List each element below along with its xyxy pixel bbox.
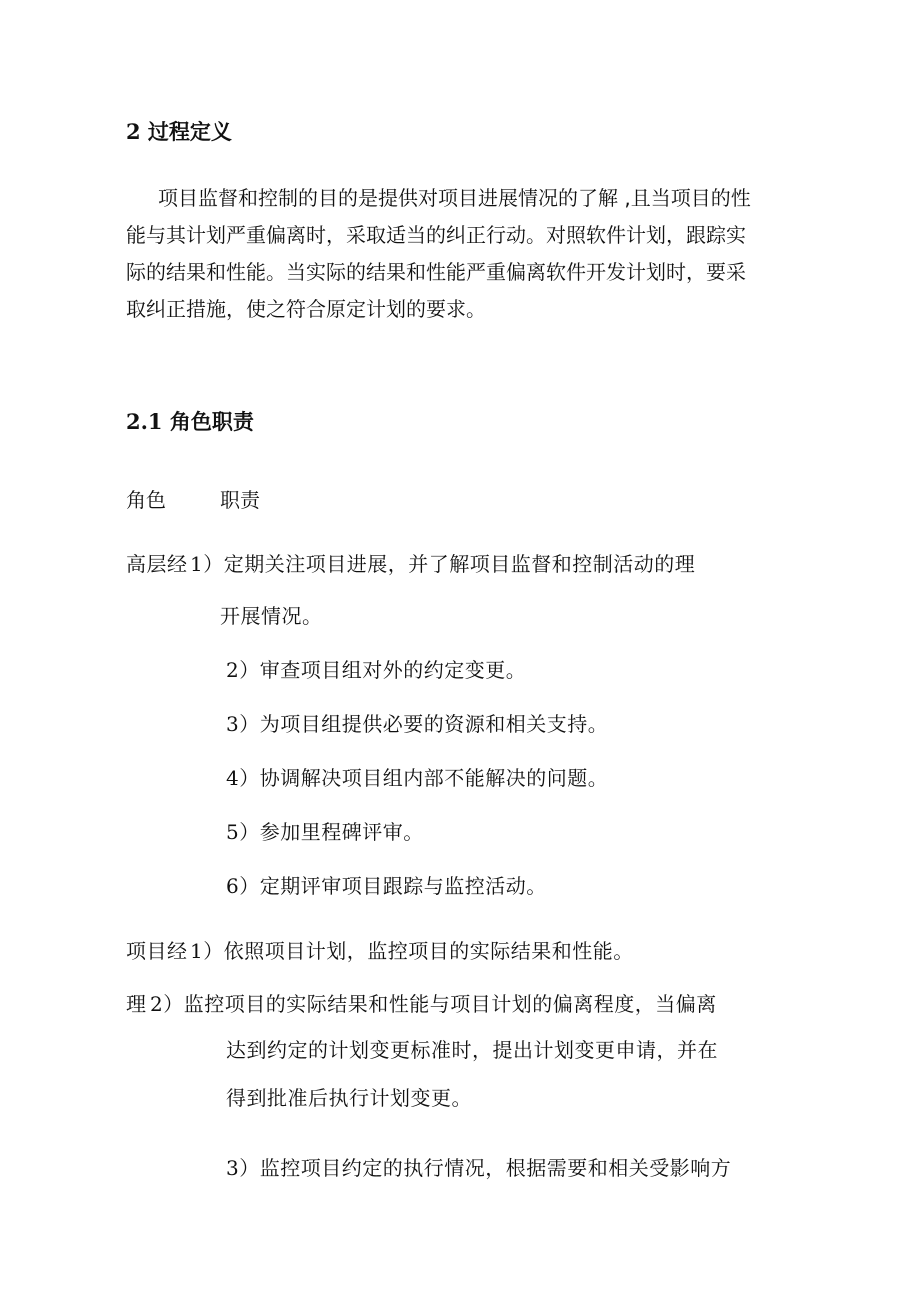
subsection-heading: 2.1 角色职责	[126, 409, 254, 434]
duty-item: 3）监控项目约定的执行情况，根据需要和相关受影响方	[226, 1156, 732, 1180]
table-header-role: 角色	[126, 488, 166, 512]
duty-item: 3）为项目组提供必要的资源和相关支持。	[226, 712, 609, 736]
paragraph-line: 能与其计划严重偏离时，采取适当的纠正行动。对照软件计划，跟踪实	[126, 223, 746, 247]
duty-item-continuation: 达到约定的计划变更标准时，提出计划变更申请，并在	[226, 1038, 718, 1062]
section-paragraph	[126, 180, 801, 328]
duty-item: 1）定期关注项目进展，并了解项目监督和控制活动的理	[190, 552, 696, 576]
role-label-project-manager-cont: 理	[126, 992, 147, 1016]
duty-item: 4）协调解决项目组内部不能解决的问题。	[226, 766, 609, 790]
paragraph-line: 项目监督和控制的目的是提供对项目进展情况的了解 ,且当项目的性	[158, 186, 751, 210]
duty-item: 2）审查项目组对外的约定变更。	[226, 658, 527, 682]
role-label-senior-manager: 高层经	[126, 552, 188, 576]
duty-item: 2）监控项目的实际结果和性能与项目计划的偏离程度，当偏离	[150, 992, 717, 1016]
duty-item: 5）参加里程碑评审。	[226, 820, 424, 844]
table-header-duty: 职责	[220, 488, 260, 512]
duty-item-continuation: 开展情况。	[220, 604, 323, 628]
duty-item: 6）定期评审项目跟踪与监控活动。	[226, 874, 547, 898]
role-label-project-manager: 项目经	[126, 939, 188, 963]
paragraph-line: 际的结果和性能。当实际的结果和性能严重偏离软件开发计划时，要采	[126, 260, 746, 284]
duty-item: 1）依照项目计划，监控项目的实际结果和性能。	[190, 939, 634, 963]
paragraph-line: 取纠正措施，使之符合原定计划的要求。	[126, 297, 486, 321]
section-heading: 2 过程定义	[126, 119, 232, 144]
duty-item-continuation: 得到批准后执行计划变更。	[226, 1086, 472, 1110]
